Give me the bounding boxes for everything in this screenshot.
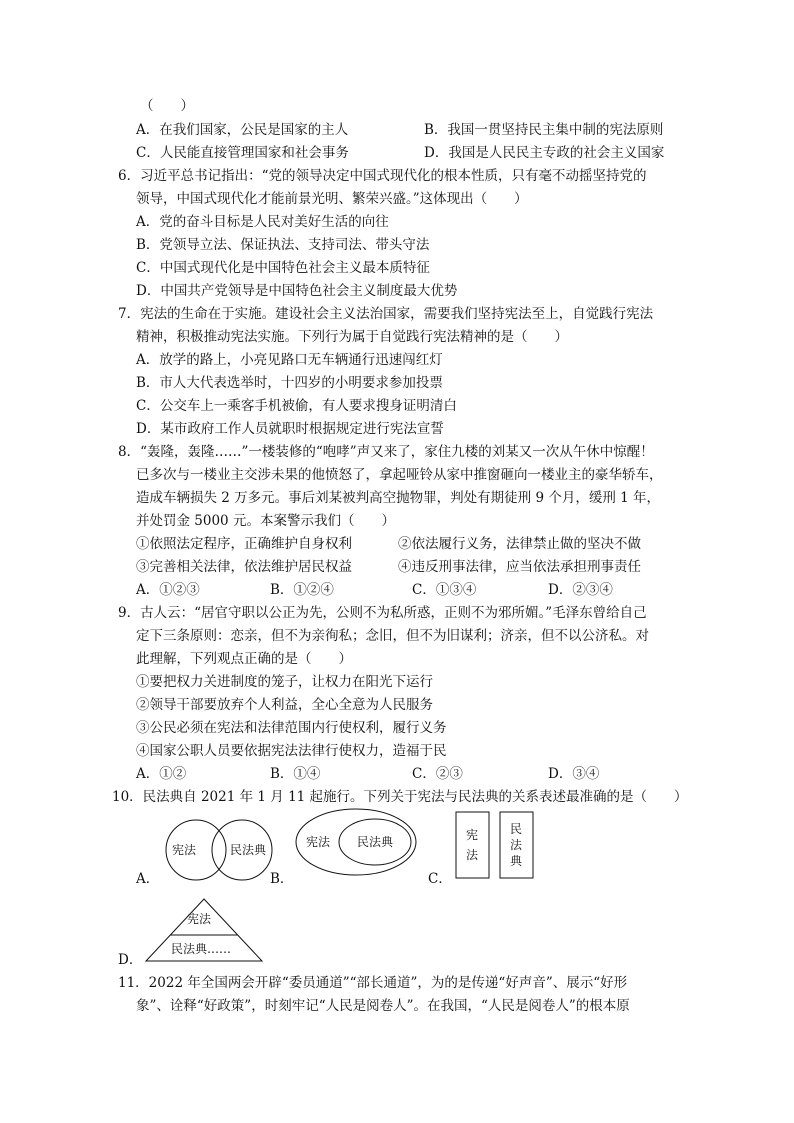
- minfadian-label: 民法典: [357, 835, 394, 849]
- q6-stem-line-2: 领导，中国式现代化才能前景光明、繁荣兴盛。”这体现出（ ）: [136, 191, 528, 207]
- q10-option-d-letter[interactable]: D．: [118, 952, 143, 968]
- q10-option-d-diagram[interactable]: [143, 895, 265, 965]
- q8-stem-line-1: 8．“轰隆，轰隆……”一楼装修的“咆哮”声又来了，家住九楼的刘某又一次从午休中惊醒！: [118, 444, 654, 460]
- q5-option-b[interactable]: B．我国一贯坚持民主集中制的宪法原则: [424, 122, 664, 138]
- q9-item-4: ④国家公职人员要依据宪法法律行使权力，造福于民: [136, 743, 447, 759]
- q7-option-a[interactable]: A．放学的路上，小亮见路口无车辆通行迅速闯红灯: [136, 352, 443, 368]
- q9-option-a[interactable]: A．①②: [136, 766, 187, 782]
- q8-option-a[interactable]: A．①②③: [136, 582, 200, 598]
- q5-option-a[interactable]: A．在我们国家，公民是国家的主人: [136, 122, 349, 138]
- q10-option-a-letter[interactable]: A．: [136, 871, 160, 887]
- q8-item-1: ①依照法定程序，正确维护自身权利: [136, 536, 352, 552]
- q7-option-d[interactable]: D．某市政府工作人员就职时根据规定进行宪法宣誓: [136, 421, 444, 437]
- q6-option-c[interactable]: C．中国式现代化是中国特色社会主义最本质特征: [136, 260, 430, 276]
- q10-option-b-letter[interactable]: B．: [270, 871, 294, 887]
- q8-option-d[interactable]: D．②③④: [548, 582, 613, 598]
- xianfa-box: [456, 812, 489, 878]
- q10-option-b-diagram[interactable]: [293, 805, 423, 879]
- q9-stem-line-2: 定下三条原则：恋亲，但不为亲徇私；念旧，但不为旧谋利；济亲，但不以公济私。对: [136, 628, 649, 644]
- q9-option-b[interactable]: B．①④: [270, 766, 321, 782]
- q8-stem-line-2: 已多次与一楼业主交涉未果的他愤怒了，拿起哑铃从家中推窗砸向一楼业主的豪华轿车，: [136, 467, 663, 483]
- xian-char: 宪: [466, 828, 479, 842]
- q9-option-c[interactable]: C．②③: [412, 766, 463, 782]
- q6-option-a[interactable]: A．党的奋斗目标是人民对美好生活的向往: [136, 214, 389, 230]
- q6-option-d[interactable]: D．中国共产党领导是中国特色社会主义制度最大优势: [136, 283, 458, 299]
- q9-stem-line-3: 此理解，下列观点正确的是（ ）: [136, 651, 352, 667]
- fa2-char: 法: [510, 838, 523, 852]
- q7-stem-line-2: 精神，积极推动宪法实施。下列行为属于自觉践行宪法精神的是（ ）: [136, 329, 568, 345]
- q6-stem-line-1: 6．习近平总书记指出：“党的领导决定中国式现代化的根本性质，只有毫不动摇坚持党的: [118, 168, 647, 184]
- q9-item-3: ③公民必须在宪法和法律范围内行使权利，履行义务: [136, 720, 447, 736]
- fa-char: 法: [466, 848, 479, 862]
- q10-stem: 10．民法典自 2021 年 1 月 11 起施行。下列关于宪法与民法典的关系表述最准确的是（ ）: [112, 789, 688, 805]
- q9-item-2: ②领导干部要放弃个人利益，全心全意为人民服务: [136, 697, 433, 713]
- q8-option-c[interactable]: C．①③④: [412, 582, 477, 598]
- q8-item-2: ②依法履行义务，法律禁止做的坚决不做: [398, 536, 641, 552]
- xianfa-label: 宪法: [172, 843, 197, 857]
- q8-option-b[interactable]: B．①②④: [270, 582, 334, 598]
- q8-stem-line-4: 并处罚金 5000 元。本案警示我们（ ）: [136, 513, 395, 529]
- q8-stem-line-3: 造成车辆损失 2 万多元。事后刘某被判高空抛物罪，判处有期徒刑 9 个月，缓刑 1 年，: [136, 490, 661, 506]
- xianfa-label: 宪法: [187, 912, 212, 926]
- q7-stem-line-1: 7．宪法的生命在于实施。建设社会主义法治国家，需要我们坚持宪法至上，自觉践行宪法: [118, 306, 654, 322]
- xianfa-label: 宪法: [306, 835, 331, 849]
- q8-item-4: ④违反刑事法律，应当依法承担刑事责任: [398, 559, 641, 575]
- dian-char: 典: [510, 854, 523, 868]
- q5-option-c[interactable]: C．人民能直接管理国家和社会事务: [136, 145, 349, 161]
- q7-option-b[interactable]: B．市人大代表选举时，十四岁的小明要求参加投票: [136, 375, 443, 391]
- q5-option-d[interactable]: D．我国是人民民主专政的社会主义国家: [424, 145, 665, 161]
- q9-option-d[interactable]: D．③④: [548, 766, 600, 782]
- q9-stem-line-1: 9．古人云：“居官守职以公正为先，公则不为私所惑，正则不为邪所媚。”毛泽东曾给自己: [118, 605, 647, 621]
- q11-stem-line-2: 象”、诠释“好政策”，时刻牢记“人民是阅卷人”。在我国，“人民是阅卷人”的根本原: [136, 998, 630, 1014]
- q9-item-1: ①要把权力关进制度的笼子，让权力在阳光下运行: [136, 674, 433, 690]
- min-char: 民: [510, 822, 523, 836]
- q10-option-c-diagram[interactable]: [453, 809, 537, 881]
- q5-paren: （ ）: [140, 98, 194, 114]
- q11-stem-line-1: 11．2022 年全国两会开辟“委员通道”“部长通道”，为的是传递“好声音”、展示“好形: [118, 975, 628, 991]
- q10-option-c-letter[interactable]: C．: [428, 871, 452, 887]
- minfadian-label: 民法典: [230, 843, 267, 857]
- q8-item-3: ③完善相关法律，依法维护居民权益: [136, 559, 352, 575]
- q10-option-a-diagram[interactable]: [160, 812, 275, 888]
- q6-option-b[interactable]: B．党领导立法、保证执法、支持司法、带头守法: [136, 237, 430, 253]
- minfadian-more-label: 民法典……: [171, 942, 232, 956]
- q7-option-c[interactable]: C．公交车上一乘客手机被偷，有人要求搜身证明清白: [136, 398, 457, 414]
